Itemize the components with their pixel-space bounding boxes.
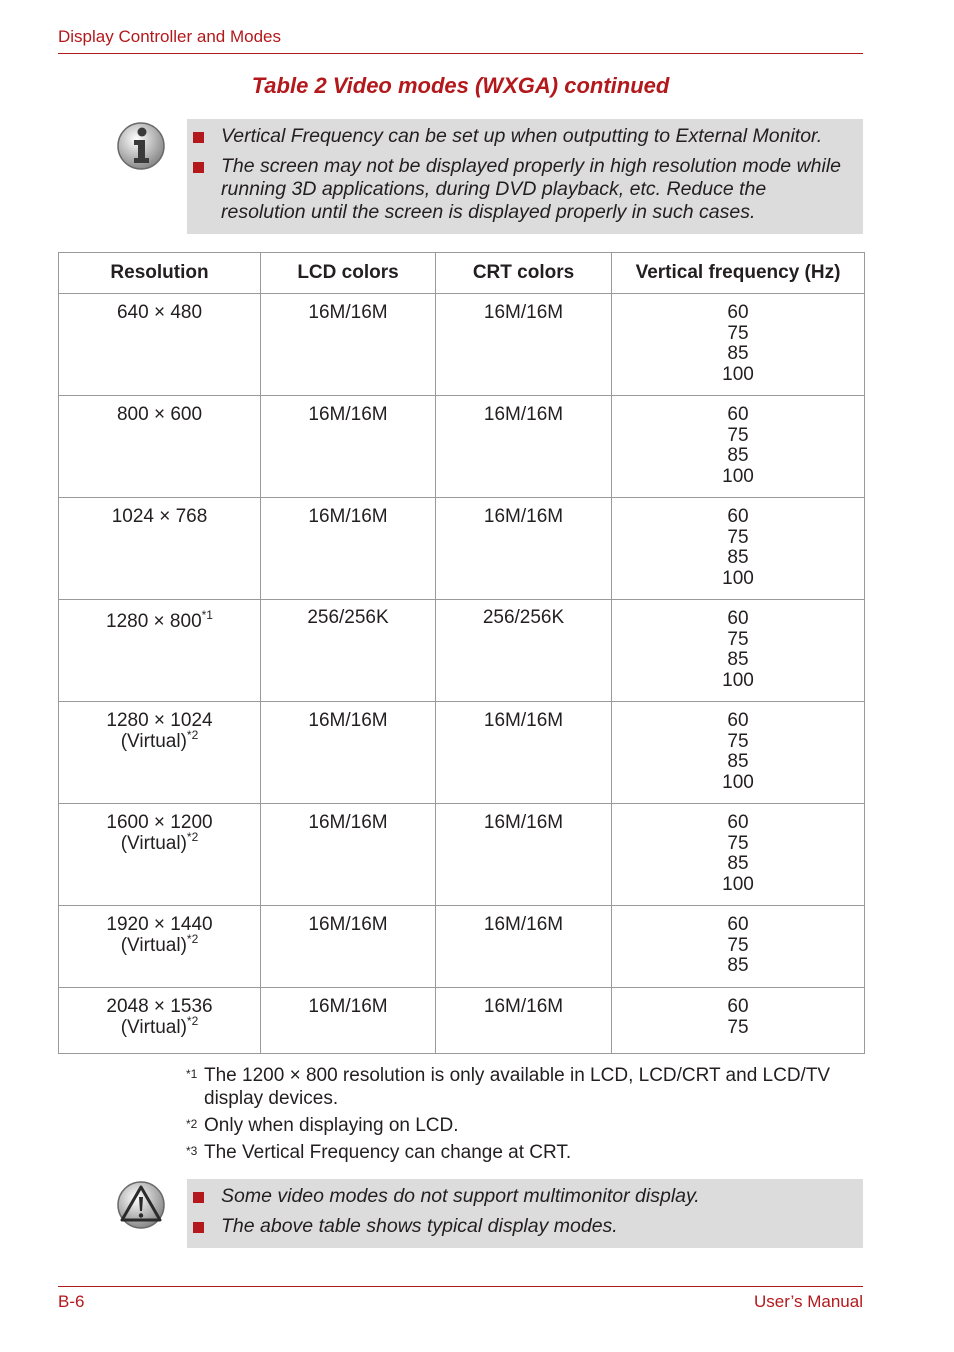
frequency-value: 75 [727, 526, 749, 548]
manual-name: User’s Manual [754, 1292, 863, 1311]
lcd-colors-cell: 16M/16M [261, 294, 436, 396]
frequency-value: 75 [727, 832, 749, 854]
lcd-colors-cell: 16M/16M [261, 396, 436, 498]
frequency-value: 75 [727, 730, 749, 752]
frequency-value: 85 [727, 853, 749, 874]
table-row [59, 294, 865, 396]
resolution-cell: $1280 \times 800^{*1}$ [59, 600, 261, 702]
crt-colors-cell: 16M/16M [436, 498, 612, 600]
crt-colors-cell: 16M/16M [436, 294, 612, 396]
frequency-cell [612, 294, 865, 396]
frequency-value: 100 [722, 873, 754, 895]
table-row [59, 396, 865, 498]
frequency-cell [612, 498, 865, 600]
resolution-cell: 800 × 600 [59, 396, 261, 498]
col-header-resolution: Resolution [59, 253, 261, 294]
frequency-value: 100 [722, 771, 754, 793]
resolution-cell: 1920 × 1440 (Virtual)$^{*2}$ [59, 906, 261, 988]
frequency-value: 60 [727, 996, 749, 1017]
lcd-colors-cell: 16M/16M [261, 498, 436, 600]
frequency-value: 75 [727, 322, 749, 344]
table-header-row [59, 253, 865, 294]
frequency-value: 60 [727, 914, 749, 935]
table-row [59, 702, 865, 804]
caution-note-item: The above table shows typical display modes. [187, 1215, 853, 1238]
frequency-value: 75 [727, 1016, 749, 1038]
frequency-value: 75 [727, 628, 749, 650]
lcd-colors-cell: 256/256K [261, 600, 436, 702]
caution-note [187, 1179, 863, 1248]
footnote-2: *2 Only when displaying on LCD. [186, 1115, 459, 1136]
frequency-value: 60 [727, 812, 749, 833]
resolution-cell: 2048 × 1536 (Virtual)$^{*2}$ [59, 988, 261, 1054]
crt-colors-cell: 16M/16M [436, 702, 612, 804]
info-note [187, 119, 863, 234]
table-row [59, 906, 865, 988]
frequency-value: 85 [727, 547, 749, 568]
bullet-icon [193, 1192, 204, 1203]
frequency-value: 85 [727, 751, 749, 772]
frequency-value: 75 [727, 424, 749, 446]
footer-rule [58, 1286, 863, 1287]
table-row [59, 498, 865, 600]
footnote-1: *1 The 1200 × 800 resolution is only available in LCD, LCD/CRT and LCD/TV display devices. [186, 1065, 831, 1109]
crt-colors-cell: 16M/16M [436, 396, 612, 498]
crt-colors-cell: 16M/16M [436, 988, 612, 1054]
frequency-value: 60 [727, 506, 749, 527]
frequency-value: 60 [727, 302, 749, 323]
bullet-icon [193, 162, 204, 173]
bullet-icon [193, 132, 204, 143]
crt-colors-cell: 16M/16M [436, 804, 612, 906]
frequency-value: 85 [727, 445, 749, 466]
bullet-icon [193, 1222, 204, 1233]
info-icon [116, 121, 166, 171]
frequency-cell [612, 396, 865, 498]
col-header-crt: CRT colors [436, 253, 612, 294]
col-header-frequency: Vertical frequency (Hz) [612, 253, 865, 294]
frequency-value: 60 [727, 404, 749, 425]
resolution-cell: 1024 × 768 [59, 498, 261, 600]
table-row [59, 988, 865, 1054]
resolution-cell: 1600 × 1200 (Virtual)$^{*2}$ [59, 804, 261, 906]
footnotes [186, 1064, 846, 1168]
frequency-cell [612, 600, 865, 702]
col-header-lcd: LCD colors [261, 253, 436, 294]
frequency-cell [612, 804, 865, 906]
warning-icon [116, 1180, 166, 1230]
frequency-value: 100 [722, 363, 754, 385]
page-number: B-6 [58, 1292, 85, 1311]
resolution-cell: 640 × 480 [59, 294, 261, 396]
crt-colors-cell: 16M/16M [436, 906, 612, 988]
lcd-colors-cell: 16M/16M [261, 988, 436, 1054]
info-note-item: The screen may not be displayed properly in high resolution mode while running 3D applications, during DVD playback, etc. Reduce the resolution until the screen is displayed properly in such cases. [187, 155, 853, 224]
frequency-value: 85 [727, 343, 749, 364]
frequency-cell [612, 988, 865, 1054]
frequency-value: 100 [722, 465, 754, 487]
lcd-colors-cell: 16M/16M [261, 804, 436, 906]
video-modes-table [58, 252, 865, 1054]
frequency-value: 100 [722, 567, 754, 589]
info-note-item: Vertical Frequency can be set up when outputting to External Monitor. [187, 125, 853, 148]
footnote-3: *3 The Vertical Frequency can change at CRT. [186, 1142, 572, 1163]
table-row [59, 804, 865, 906]
crt-colors-cell: 256/256K [436, 600, 612, 702]
frequency-value: 75 [727, 934, 749, 956]
resolution-cell: 1280 × 1024 (Virtual)$^{*2}$ [59, 702, 261, 804]
running-header: Display Controller and Modes [58, 27, 281, 46]
frequency-value: 85 [727, 649, 749, 670]
lcd-colors-cell: 16M/16M [261, 702, 436, 804]
frequency-value: 85 [727, 955, 749, 976]
frequency-cell [612, 906, 865, 988]
table-title: Table 2 Video modes (WXGA) continued [251, 73, 670, 98]
frequency-cell [612, 702, 865, 804]
frequency-value: 60 [727, 608, 749, 629]
header-rule [58, 53, 863, 54]
frequency-value: 100 [722, 669, 754, 691]
caution-note-item: Some video modes do not support multimonitor display. [187, 1185, 853, 1208]
table-row [59, 600, 865, 702]
lcd-colors-cell: 16M/16M [261, 906, 436, 988]
frequency-value: 60 [727, 710, 749, 731]
